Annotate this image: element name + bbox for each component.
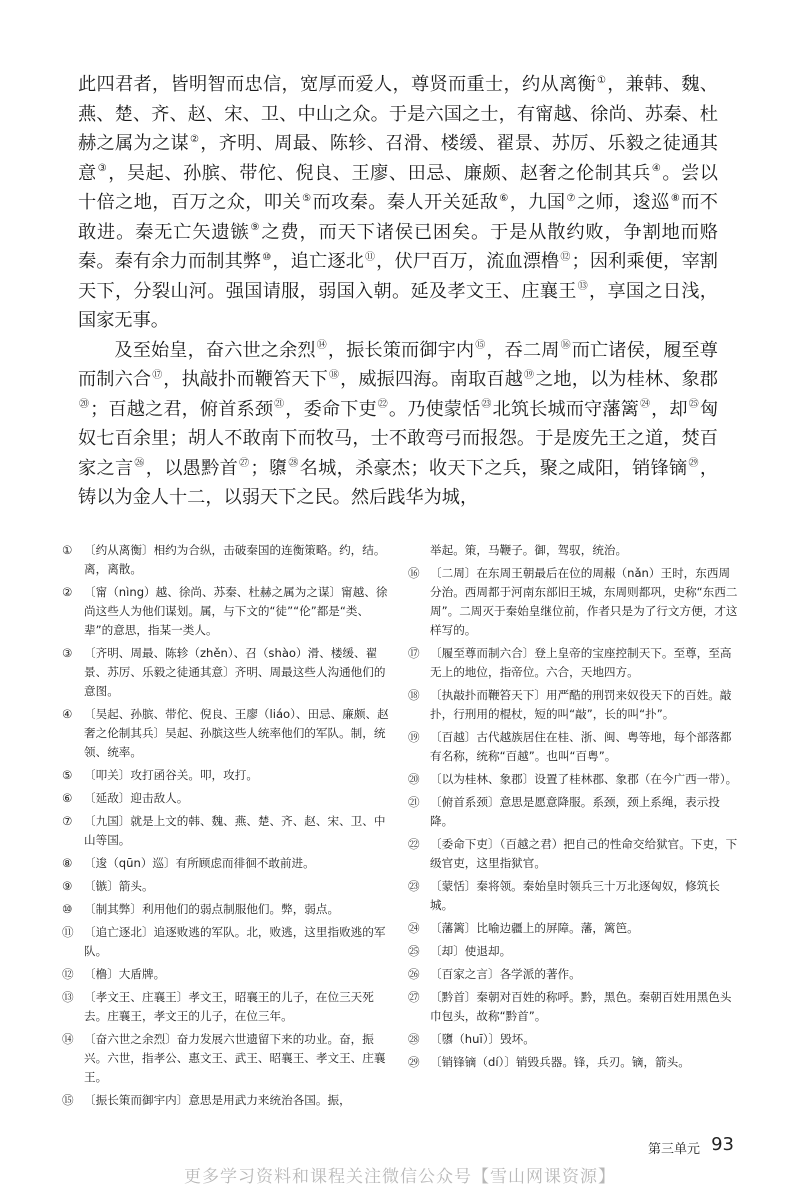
footnote	[408, 686, 738, 724]
footnote-number: ⑰	[408, 646, 420, 660]
footnote-number: ⑤	[62, 768, 73, 782]
footnote-text: 〔孝文王、庄襄王〕孝文王，昭襄王的儿子，在位三天死去。庄襄王，孝文王的儿子，在位三年。	[84, 990, 374, 1023]
footnote-number	[408, 541, 430, 560]
footnote	[62, 789, 392, 808]
footnote	[408, 564, 738, 640]
text-segment: 匈奴七百余里；胡人不敢南下而牧马，士不敢弯弓而报怨。于是废先王之道，焚百家之言	[78, 398, 719, 479]
footnote	[62, 965, 392, 984]
footnote-marker: ⑤	[302, 192, 312, 204]
text-segment: ；百越之君，俯首系颈	[90, 398, 274, 420]
footnote-text: 〔制其弊〕利用他们的弱点制服他们。弊，弱点。	[84, 902, 340, 916]
footnote-text: 举起。策，马鞭子。御，驾驭，统治。	[430, 543, 628, 557]
footnote	[408, 919, 738, 938]
footnote-text: 〔俯首系颈〕意思是愿意降服。系颈，颈上系绳，表示投降。	[430, 795, 720, 828]
footnote	[408, 835, 738, 873]
text-segment: ，却	[651, 398, 688, 420]
footnote-number: ㉗	[408, 990, 420, 1004]
text-segment: ，吞二周	[486, 339, 560, 361]
text-segment: 而不敢进。秦无亡矢遗镞	[78, 192, 718, 243]
footnote-number: ⑲	[408, 730, 420, 744]
footnote	[62, 705, 392, 762]
footnote-marker: ⑫	[560, 251, 571, 263]
footnote-marker: ⑯	[560, 340, 571, 352]
footnote-number: ⑫	[62, 967, 74, 981]
footnotes-right-column	[408, 541, 738, 1114]
main-text	[78, 70, 718, 513]
footnote	[62, 988, 392, 1026]
footnote-text: 〔叩关〕攻打函谷关。叩，攻打。	[84, 768, 258, 782]
footnote-marker: ㉒	[377, 399, 388, 411]
footnote-number: ㉖	[408, 967, 420, 981]
footnote-marker: ⑧	[670, 192, 681, 204]
text-segment: 之地，以为桂林、象郡	[535, 369, 718, 390]
footnote-marker: ㉓	[481, 399, 492, 411]
footnote-text: 〔隳（huī）〕毁坏。	[430, 1032, 535, 1046]
footnote-marker: ㉘	[288, 458, 299, 470]
text-segment: ，兼韩、魏、燕、楚、齐、赵、宋、卫、中山之众。于是六国之士，有甯越、徐尚、苏秦、杜赫之属为之谋	[78, 74, 718, 154]
footnote-text: 〔逡（qūn）巡〕有所顾虑而徘徊不敢前进。	[84, 856, 315, 870]
footnote-marker: ⑱	[328, 369, 340, 381]
footnote-number: ⑮	[62, 1093, 74, 1107]
footnote-text: 〔约从离衡〕相约为合纵，击破秦国的连衡策略。约，结。离，离散。	[84, 543, 386, 576]
footnote-number: ②	[62, 585, 73, 599]
footnote-marker: ㉖	[134, 458, 145, 470]
footnotes-left-column	[62, 541, 392, 1114]
footnote	[62, 1091, 392, 1110]
footnote-number: ⑧	[62, 856, 73, 870]
footnote	[408, 877, 738, 915]
text-segment: 及至始皇，奋六世之余烈	[114, 339, 316, 361]
text-segment: ，执敲扑而鞭笞天下	[163, 369, 328, 390]
footnote-number: ⑩	[62, 902, 73, 916]
footnote-marker: ③	[97, 163, 108, 175]
footnote-text: 〔追亡逐北〕追逐败逃的军队。北，败逃，这里指败逃的军队。	[84, 925, 386, 958]
text-segment: 而亡诸侯，履至尊而制六合	[78, 339, 718, 390]
footnote-number: ㉙	[408, 1055, 420, 1069]
footnotes	[62, 541, 738, 1114]
text-segment: 名城，杀豪杰；收天下之兵，聚之咸阳，销锋镝	[299, 457, 688, 479]
text-segment: 。乃使蒙恬	[388, 398, 481, 420]
text-segment: ，吴起、孙膑、带佗、倪良、王廖、田忌、廉颇、赵奢之伦制其兵	[108, 162, 651, 184]
text-segment: 北筑长城而守藩篱	[492, 398, 639, 420]
footnote	[62, 583, 392, 640]
footnote-marker: ⑥	[499, 192, 509, 204]
text-segment: ，伏尸百万，流血漂橹	[376, 251, 560, 272]
footnote-number: ⑳	[408, 772, 420, 786]
footnote	[408, 1053, 738, 1072]
footnote-marker: ⑮	[475, 340, 486, 352]
footnote	[408, 793, 738, 831]
footnote-marker: ㉑	[274, 399, 285, 411]
footnote-number: ⑪	[62, 925, 74, 939]
footnote-marker: ㉗	[239, 458, 250, 470]
footnote-text: 〔藩篱〕比喻边疆上的屏障。藩，篱笆。	[430, 921, 639, 935]
text-segment: ，齐明、周最、陈轸、召滑、楼缓、翟景、苏厉、乐毅之徒通其意	[78, 133, 718, 184]
footnote-text: 〔却〕使退却。	[430, 944, 512, 958]
footnote-marker: ⑨	[250, 222, 261, 234]
text-segment: ；因利乘便，宰割天下，分裂山河。强国请服，弱国入朝。延及孝文王、庄襄王	[78, 251, 718, 302]
footnote	[62, 854, 392, 873]
paragraph	[78, 70, 718, 336]
footnote-number: ㉕	[408, 944, 420, 958]
text-segment: 而攻秦。秦人开关延敌	[312, 192, 499, 213]
footnote-text: 〔奋六世之余烈〕奋力发展六世遗留下来的功业。奋，振兴。六世，指孝公、惠文王、武王、昭襄王、孝文王、庄襄王。	[84, 1032, 386, 1084]
footnote-number: ㉔	[408, 921, 420, 935]
footnote-number: ⑥	[62, 791, 73, 805]
footnote-number: ⑱	[408, 688, 420, 702]
text-segment: ，追亡逐北	[272, 251, 364, 272]
text-segment: 之师，逡巡	[576, 192, 670, 213]
footnote-number: ㉓	[408, 879, 420, 893]
footnote-number: ㉒	[408, 837, 420, 851]
footnote-number: ⑯	[408, 566, 420, 580]
footnote-marker: ⑲	[524, 369, 535, 381]
footnote	[408, 644, 738, 682]
footnote-marker: ⑬	[577, 281, 588, 293]
footnote-number: ①	[62, 543, 73, 557]
footnote-text: 〔甯（nìng）越、徐尚、苏秦、杜赫之属为之谋〕甯越、徐尚这些人为他们谋划。属，与下文的“徒”“伦”都是“类、辈”的意思，指某一类人。	[84, 585, 388, 637]
footnote	[408, 1030, 738, 1049]
footnote-text: 〔百越〕古代越族居住在桂、浙、闽、粤等地，每个部落都有名称，统称“百越”。也叫“百粤”。	[430, 730, 732, 763]
footnote-marker: ㉔	[639, 399, 651, 411]
text-segment: ，铸以为金人十二，以弱天下之民。然后践华为城，	[78, 457, 719, 508]
text-segment: 之费，而天下诸侯已困矣。于是从散约败，争割地而赂秦。秦有余力而制其弊	[78, 221, 718, 272]
footnote-number: ㉘	[408, 1032, 420, 1046]
footnote-number: ㉑	[408, 795, 420, 809]
footnote-number: ⑦	[62, 814, 73, 828]
text-segment: ；隳	[250, 457, 288, 479]
footnote-number: ⑨	[62, 879, 73, 893]
footnote	[62, 812, 392, 850]
paragraph	[78, 336, 718, 513]
footnote	[62, 644, 392, 701]
footnote-text: 〔九国〕就是上文的韩、魏、燕、楚、齐、赵、宋、卫、中山等国。	[84, 814, 386, 847]
text-segment: ，威振四海。南取百越	[340, 369, 524, 390]
text-segment: ，振长策而御宇内	[327, 339, 475, 361]
footnote-text: 〔蒙恬〕秦将领。秦始皇时领兵三十万北逐匈奴，修筑长城。	[430, 879, 720, 912]
footnote-text: 〔齐明、周最、陈轸（zhěn）、召（shào）滑、楼缓、翟景、苏厉、乐毅之徒通其意〕齐明、周最这些人沟通他们的意图。	[84, 646, 386, 698]
footnote-number: ③	[62, 646, 73, 660]
footnote	[62, 923, 392, 961]
footnote	[62, 541, 392, 579]
watermark: 更多学习资料和课程关注微信公众号【雪山网课资源】	[184, 1167, 616, 1187]
footnote	[408, 728, 738, 766]
footnote-text: 〔执敲扑而鞭笞天下〕用严酷的刑罚来奴役天下的百姓。敲扑，行刑用的棍杖，短的叫“敲”，长的叫“扑”。	[430, 688, 732, 721]
footnote-marker: ㉙	[688, 458, 699, 470]
text-segment: ，委命下吏	[285, 398, 377, 420]
footnote-text: 〔销锋镝（dí）〕销毁兵器。锋，兵刃。镝，箭头。	[430, 1055, 690, 1069]
footnote-marker: ②	[190, 133, 200, 145]
footnote	[62, 766, 392, 785]
unit-label: 第三单元	[647, 1142, 700, 1157]
footnote-marker: ④	[651, 163, 662, 175]
footnote	[62, 877, 392, 896]
text-segment: ，享国之日浅，国家无事。	[78, 280, 718, 331]
footnote	[408, 965, 738, 984]
footnote-text: 〔黔首〕秦朝对百姓的称呼。黔，黑色。秦朝百姓用黑色头巾包头，故称“黔首”。	[430, 990, 732, 1023]
footnote-text: 〔履至尊而制六合〕登上皇帝的宝座控制天下。至尊，至高无上的地位，指帝位。六合，天地四方。	[430, 646, 732, 679]
footnote-number: ④	[62, 707, 73, 721]
text-segment: ，以愚黔首	[145, 457, 239, 479]
page-number: 93	[711, 1134, 734, 1155]
text-segment: ，九国	[509, 192, 566, 213]
footnote-marker: ⑳	[79, 399, 90, 411]
footnote	[408, 541, 738, 560]
text-segment: 此四君者，皆明智而忠信，宽厚而爱人，尊贤而重士，约从离衡	[78, 74, 597, 95]
footnote-text: 〔延敌〕迎击敌人。	[84, 791, 189, 805]
footnote-text: 〔委命下吏〕（百越之君）把自己的性命交给狱官。下吏，下级官吏，这里指狱官。	[430, 837, 738, 870]
footnote	[62, 900, 392, 919]
footnote-text: 〔吴起、孙膑、带佗、倪良、王廖（liáo）、田忌、廉颇、赵奢之伦制其兵〕吴起、孙膑这些人统率他们的军队。制，统领、统率。	[84, 707, 389, 759]
footnote-text: 〔百家之言〕各学派的著作。	[430, 967, 581, 981]
footnote	[408, 988, 738, 1026]
footnote-marker: ⑰	[152, 369, 163, 381]
footnote-text: 〔二周〕在东周王朝最后在位的周赧（nǎn）王时，东西周分治。西周都于河南东部旧王城，东周则都巩，史称“东西二周”。二周灭于秦始皇继位前，作者只是为了行文方便，才这样写的。	[430, 566, 738, 637]
footnote	[408, 942, 738, 961]
footnote	[408, 770, 738, 789]
text-segment: 。尝以十倍之地，百万之众，叩关	[78, 162, 718, 213]
footnote-marker: ⑭	[316, 340, 327, 352]
footnote-number: ⑭	[62, 1032, 74, 1046]
footnote-marker: ⑪	[364, 251, 376, 263]
footnote-text: 〔以为桂林、象郡〕设置了桂林郡、象郡（在今广西一带）。	[430, 772, 738, 786]
footnote-marker: ⑩	[262, 251, 272, 263]
footnote-text: 〔橹〕大盾牌。	[84, 967, 166, 981]
footnote-marker: ⑦	[566, 192, 576, 204]
footnote	[62, 1030, 392, 1087]
footnote-marker: ①	[597, 74, 607, 86]
footnote-text: 〔振长策而御宇内〕意思是用武力来统治各国。振，	[84, 1093, 351, 1107]
footnote-text: 〔镞〕箭头。	[84, 879, 154, 893]
footnote-marker: ㉕	[688, 399, 699, 411]
footnote-number: ⑬	[62, 990, 74, 1004]
